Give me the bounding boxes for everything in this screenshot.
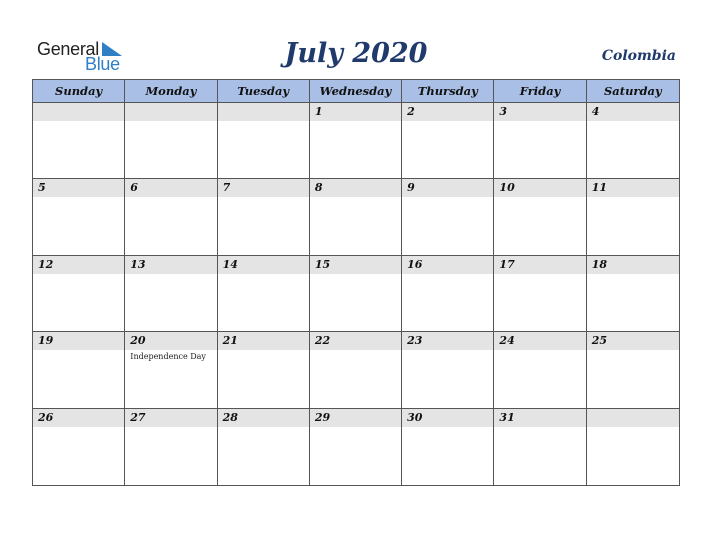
day-cell [218,103,310,179]
day-cell [402,409,494,485]
weekday-header: Sunday [33,80,125,103]
day-number-bar [587,103,679,121]
day-cell [218,409,310,485]
day-cell [310,256,402,332]
day-cell [402,256,494,332]
day-number: 18 [591,257,608,271]
day-number: 12 [38,257,54,271]
day-number: 9 [407,181,415,195]
day-cell [125,256,217,332]
day-cell [587,179,679,255]
day-number: 2 [407,105,415,118]
weekday-header: Thursday [402,80,494,103]
day-number: 7 [222,181,231,195]
country-label: Colombia [601,48,676,64]
calendar-title: July 2020 [284,38,428,69]
weekday-header: Friday [494,80,586,103]
day-number: 16 [407,257,423,271]
day-cell [494,332,586,408]
logo-text-blue: Blue [85,54,120,74]
day-number-bar [125,179,216,197]
day-number: 30 [407,410,423,424]
weekday-header: Monday [125,80,217,103]
day-number: 28 [222,410,238,424]
day-number: 6 [130,181,138,195]
day-number: 11 [591,181,608,195]
day-cell [218,256,310,332]
weekday-header: Saturday [587,80,679,103]
day-number: 5 [38,181,46,195]
day-cell [587,256,679,332]
day-cell [494,179,586,255]
day-cell [310,409,402,485]
day-number: 1 [314,105,323,118]
day-cell [125,409,217,485]
weekday-header: Tuesday [218,80,310,103]
day-number: 4 [591,105,600,118]
day-number: 10 [499,181,515,195]
day-cell [402,103,494,179]
day-cell [402,332,494,408]
day-number-bar [310,103,401,121]
day-number: 27 [130,410,146,424]
day-number: 13 [130,257,146,271]
day-cell [125,103,217,179]
day-cell [310,103,402,179]
day-cell [402,179,494,255]
day-number: 15 [314,257,331,271]
day-cell [125,179,217,255]
day-number-bar [310,179,401,197]
day-cell [218,332,310,408]
weekday-header: Wednesday [310,80,402,103]
day-number-bar [218,103,309,121]
day-cell [587,332,679,408]
day-cell [587,103,679,179]
day-number: 17 [499,257,515,271]
day-number: 25 [591,334,608,348]
day-number: 23 [407,334,423,348]
day-cell [33,332,125,408]
day-number: 24 [499,334,515,348]
day-cell [494,409,586,485]
day-number-bar [33,179,124,197]
day-number-bar [402,103,493,121]
holiday-label: Independence Day [130,352,206,362]
day-number: 21 [222,334,238,348]
day-number: 14 [222,257,238,271]
day-number: 20 [130,334,146,348]
day-cell [310,179,402,255]
day-cell [494,256,586,332]
day-cell [33,103,125,179]
day-cell [33,256,125,332]
day-cell [587,409,679,485]
day-number: 8 [314,181,323,195]
logo-text-general: General [37,39,99,59]
day-cell [310,332,402,408]
day-number: 26 [38,410,54,424]
day-number: 29 [314,410,331,424]
day-number: 3 [499,105,508,118]
day-number-bar [494,103,585,121]
day-cell [125,332,217,408]
day-cell [494,103,586,179]
day-number: 19 [38,334,54,348]
day-cell [33,409,125,485]
calendar-grid [32,79,680,486]
day-number: 31 [499,410,515,424]
day-number-bar [33,103,124,121]
day-number-bar [125,103,216,121]
day-number-bar [218,179,309,197]
day-number-bar [587,409,679,427]
day-cell [33,179,125,255]
day-number: 22 [314,334,331,348]
day-cell [218,179,310,255]
day-number-bar [402,179,493,197]
